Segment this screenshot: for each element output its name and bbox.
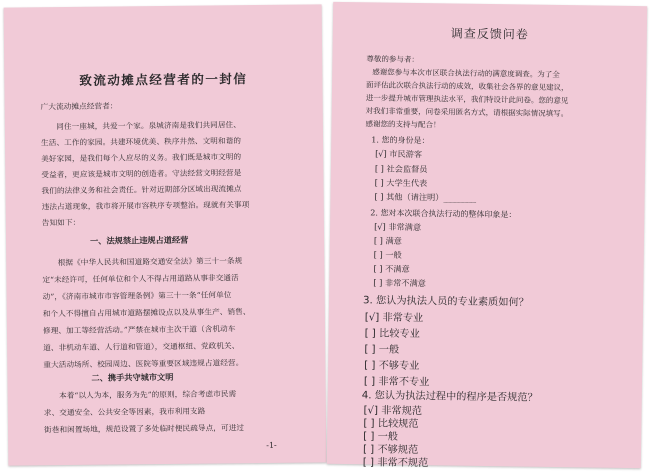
- letter-title: 致流动摊点经营者的一封信: [79, 71, 248, 88]
- survey-intro-line: 面评估此次联合执法行动的成效，收集社会各界的意见建议，: [366, 80, 569, 93]
- option-label: 非常不满意: [384, 277, 426, 289]
- option-row[interactable]: [ ] 其他（请注明）________: [374, 191, 477, 203]
- letter-line: 违法占道现象，我市将开展市容秩序专项整治。现就有关事项: [41, 200, 250, 212]
- option-label: 比较规范: [377, 418, 419, 431]
- question-label: 3. 您认为执法人员的专业素质如何？: [362, 295, 529, 309]
- page-number: -1-: [266, 440, 277, 450]
- check-mark: √: [377, 221, 383, 232]
- letter-section-heading: 二、携手共守城市文明: [91, 371, 174, 383]
- survey-intro-line: 对我们非常重要，问卷采用匿名方式，请根据实际情况填写。: [365, 106, 569, 119]
- letter-line: 生活、工作的家园。共建环境优美、秩序井然、文明和谐的: [40, 136, 242, 148]
- option-row[interactable]: [ ] 一般: [373, 249, 402, 260]
- option-label: 一般: [377, 431, 399, 443]
- option-row[interactable]: [ ] 一般: [363, 431, 399, 443]
- letter-line: 定“未经许可，任何单位和个人不得占用道路从事非交通活: [42, 273, 239, 285]
- option-row[interactable]: [ ] 比较规范: [363, 418, 419, 431]
- letter-line: 求、交通安全、公共安全等因素，我市利用支路: [43, 406, 206, 418]
- letter-line: 本着“以人为本，服务为先”的原则，综合考虑市民需: [43, 389, 237, 401]
- survey-greeting: 尊敬的参与者：: [366, 54, 420, 65]
- option-label: 比较专业: [378, 328, 420, 341]
- letter-line: 根据《中华人民共和国道路交通安全法》第三十一条规: [42, 256, 243, 268]
- letter-line: 告知如下：: [41, 217, 81, 228]
- option-label: 社会监督员: [386, 163, 428, 175]
- option-label: 一般: [385, 249, 402, 260]
- letter-line: 我们的法律义务和社会责任。针对近期部分区域出现流摊点: [41, 184, 242, 196]
- survey-intro-line: 感谢您的支持与配合！: [365, 119, 441, 130]
- option-label: 市民游客: [389, 148, 423, 160]
- option-label: 非常不专业: [378, 376, 430, 389]
- option-label: 其他（请注明）________: [386, 191, 477, 203]
- option-label: 不够专业: [378, 360, 420, 373]
- option-row[interactable]: [ ] 非常不满意: [373, 277, 426, 289]
- option-label: 不够规范: [377, 444, 419, 457]
- option-row[interactable]: [ ] 不够专业: [364, 360, 420, 373]
- check-mark: √: [368, 312, 376, 324]
- letter-line: 修理、加工等经营活动。”严禁在城市主次干道（含机动车: [42, 324, 236, 336]
- option-row[interactable]: [ ] 比较专业: [364, 328, 420, 341]
- survey-page: [327, 2, 647, 468]
- option-label: 非常规范: [381, 405, 423, 418]
- letter-page: [4, 4, 327, 465]
- letter-line: 和个人不得擅自占用城市道路摆摊设点以及从事生产、销售、: [42, 307, 251, 319]
- letter-salutation: 广大流动摊点经营者：: [40, 101, 118, 112]
- survey-title: 调查反馈问卷: [450, 26, 529, 42]
- option-row[interactable]: [ ] 非常不规范: [362, 457, 429, 470]
- option-row[interactable]: [ ] 非常不专业: [363, 376, 430, 389]
- option-label: 满意: [385, 235, 402, 246]
- check-mark: √: [378, 148, 384, 159]
- option-label: 非常不规范: [377, 457, 429, 470]
- survey-intro-line: 感谢您参与本次市区联合执法行动的满意度调查。为了全: [372, 67, 560, 79]
- option-row[interactable]: [√] 非常规范: [363, 405, 423, 418]
- letter-section-heading: 一、法规禁止违规占道经营: [90, 234, 189, 246]
- option-row[interactable]: [ ] 不够规范: [362, 444, 419, 457]
- option-label: 不满意: [385, 263, 410, 274]
- letter-line: 同住一座城，共爱一个家。泉城济南是我们共同居住、: [40, 120, 241, 132]
- option-row[interactable]: [√] 非常专业: [364, 312, 424, 325]
- option-row[interactable]: [ ] 一般: [364, 344, 400, 356]
- letter-line: 动”，《济南市城市市容管理条例》第三十一条“任何单位: [42, 290, 232, 302]
- option-row[interactable]: [ ] 满意: [373, 235, 402, 246]
- question-label: 1. 您的身份是：: [371, 135, 430, 146]
- option-row[interactable]: [ ] 社会监督员: [374, 163, 428, 175]
- option-label: 非常满意: [388, 221, 422, 233]
- letter-line: 美好家园，是我们每个人应尽的义务。我们既是城市文明的: [41, 152, 242, 164]
- option-row[interactable]: [ ] 不满意: [373, 263, 410, 274]
- option-label: 非常专业: [382, 312, 424, 325]
- letter-line: 受益者，更应该是城市文明的创造者。守法经营文明经营是: [41, 168, 242, 180]
- option-row[interactable]: [√] 市民游客: [375, 148, 423, 160]
- letter-line: 道、非机动车道、人行道和管道），交通枢纽、党政机关、: [43, 341, 240, 353]
- check-mark: √: [367, 405, 375, 417]
- option-row[interactable]: [√] 非常满意: [374, 221, 422, 233]
- option-row[interactable]: [ ] 大学生代表: [374, 177, 428, 189]
- question-label: 4. 您认为执法过程中的程序是否规范？: [361, 390, 538, 404]
- survey-intro-line: 进一步提升城市管理执法水平，我们特设计此问卷。您的意见: [365, 93, 569, 106]
- option-label: 一般: [378, 344, 400, 356]
- question-label: 2. 您对本次联合执法行动的整体印象是：: [370, 208, 517, 220]
- letter-line: 街巷和闲置场地，规范设置了多处临时便民疏导点，可进过: [43, 423, 245, 435]
- letter-line: 重大活动场所、校园周边、医院等重要区域违规占道经营。: [43, 358, 244, 370]
- option-label: 大学生代表: [386, 177, 428, 189]
